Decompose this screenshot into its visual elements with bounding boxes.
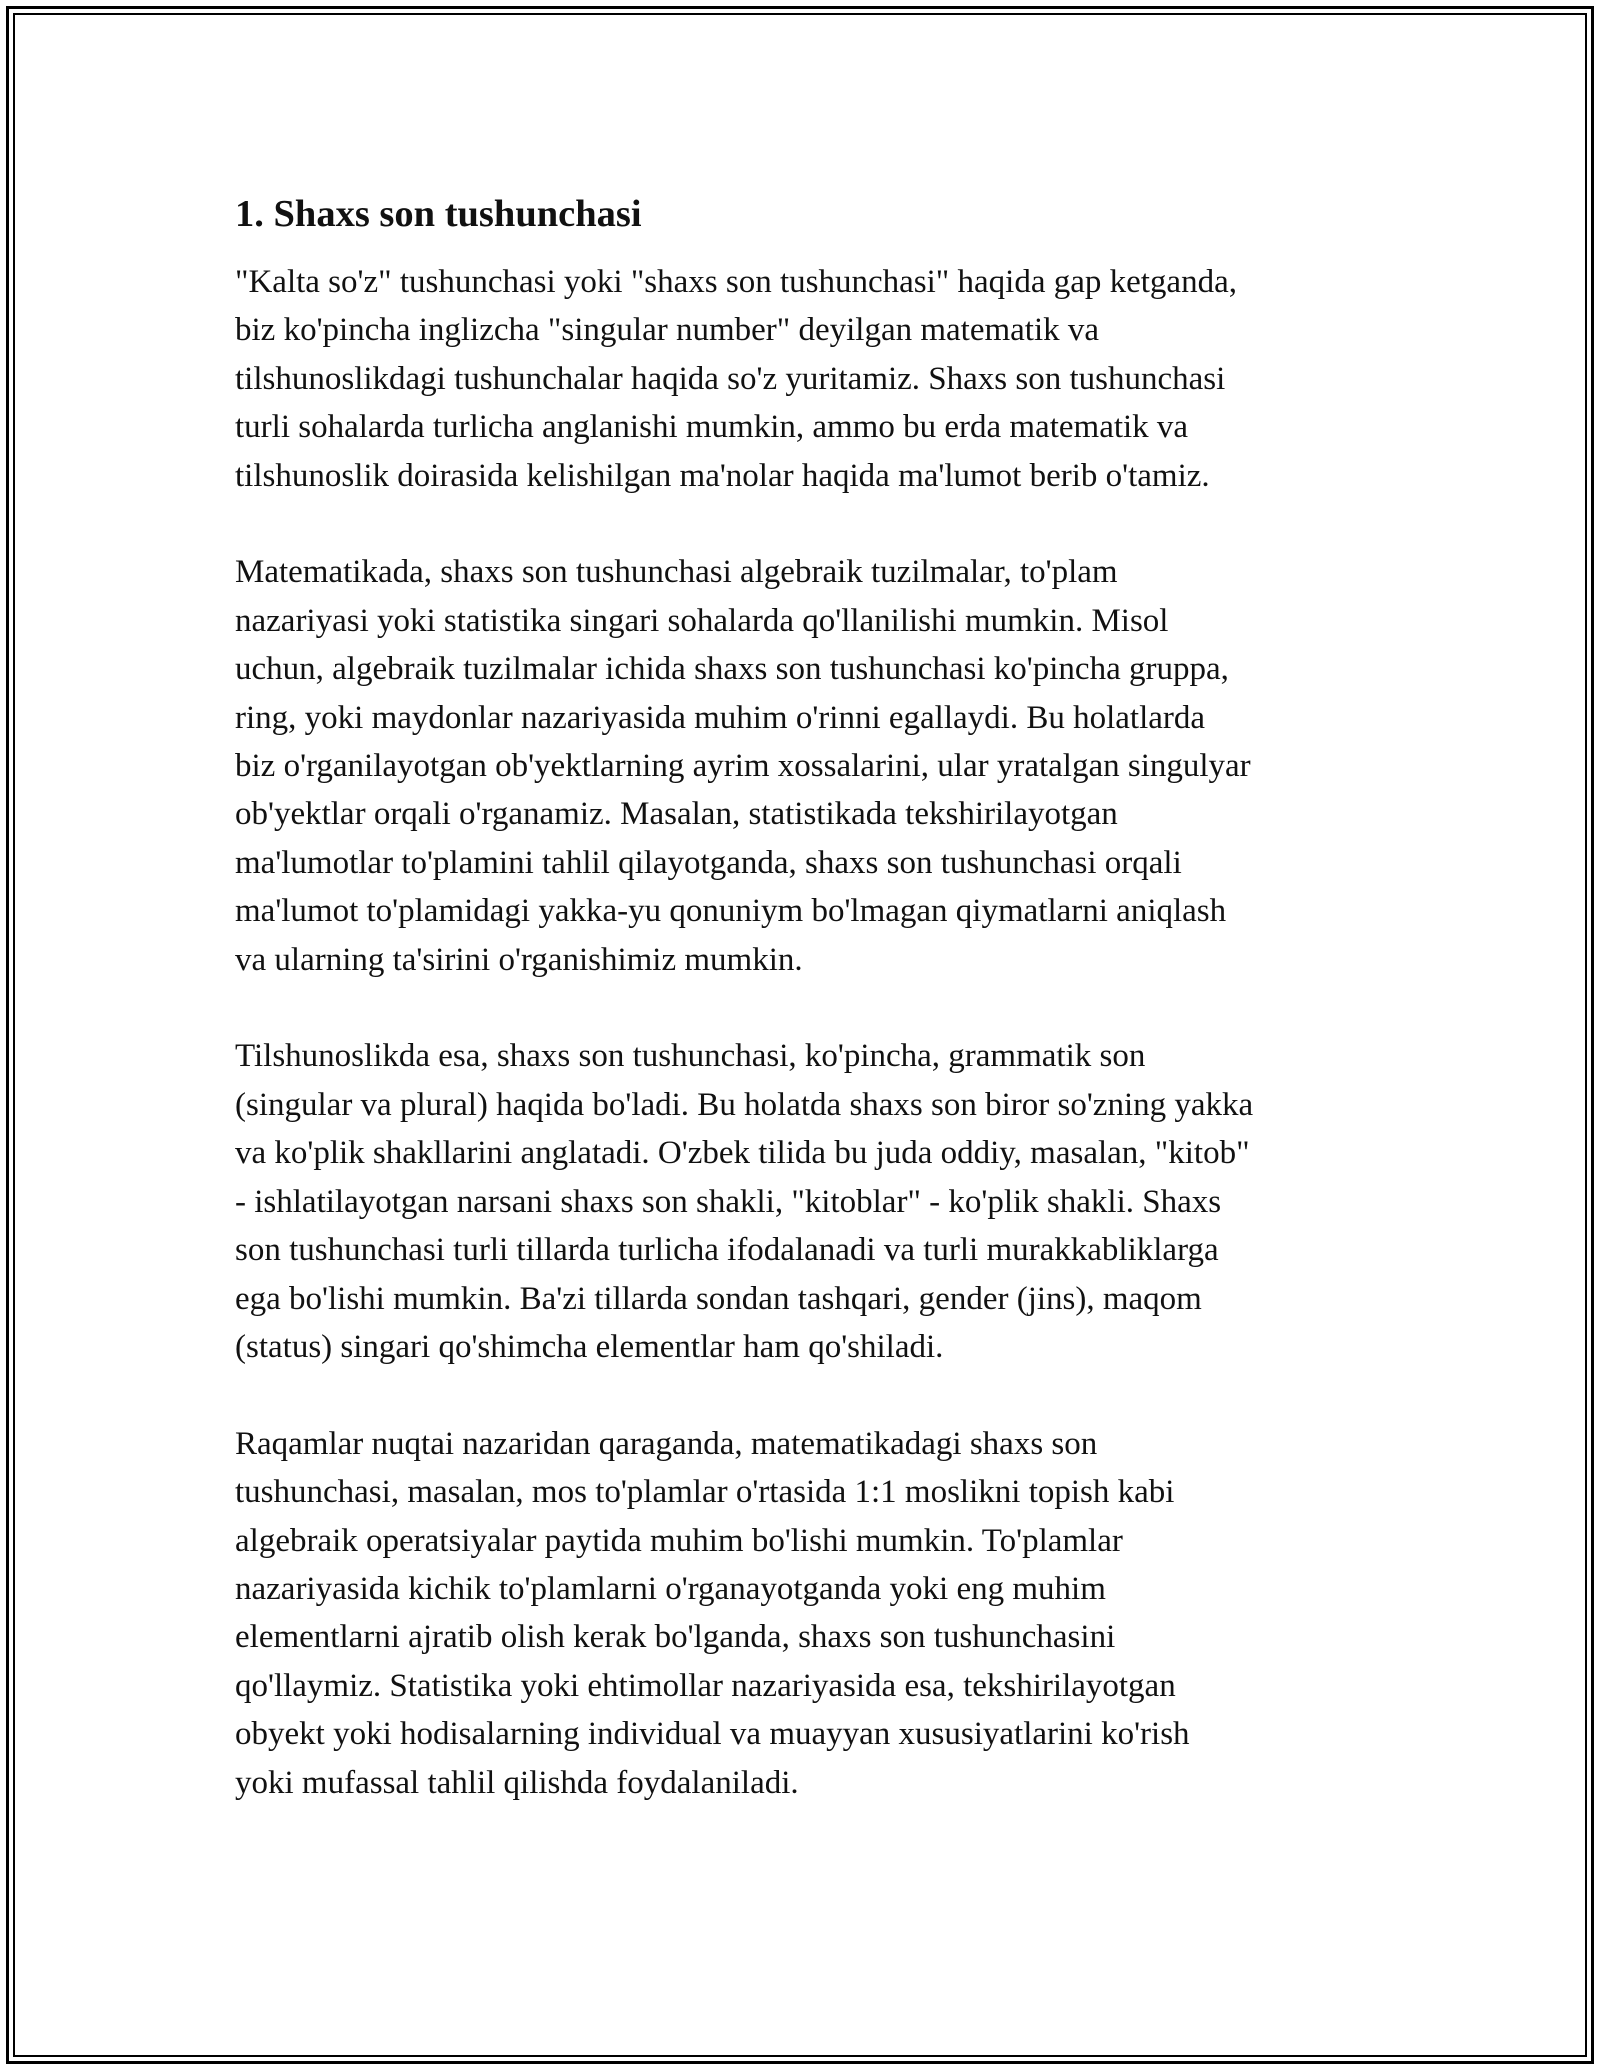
text-line: turli sohalarda turlicha anglanishi mumkin, ammo bu erda matematik va [235,409,1189,446]
text-line: (singular va plural) haqida bo'ladi. Bu holatda shaxs son biror so'zning yakka [235,1086,1254,1123]
text-line: obyekt yoki hodisalarning individual va muayyan xususiyatlarini ko'rish [235,1716,1190,1753]
text-line: ega bo'lishi mumkin. Ba'zi tillarda sondan tashqari, gender (jins), maqom [235,1280,1202,1317]
text-line: va ularning ta'sirini o'rganishimiz mumkin. [235,941,803,978]
paragraph-1 [235,258,1385,500]
paragraph-3 [235,1032,1385,1371]
text-line: Raqamlar nuqtai nazaridan qaraganda, matematikadagi shaxs son [235,1425,1098,1462]
text-line: ring, yoki maydonlar nazariyasida muhim o'rinni egallaydi. Bu holatlarda [235,699,1206,736]
text-line: Matematikada, shaxs son tushunchasi algebraik tuzilmalar, to'plam [235,554,1118,591]
text-line: uchun, algebraik tuzilmalar ichida shaxs son tushunchasi ko'pincha gruppa, [235,651,1229,688]
text-line: ma'lumot to'plamidagi yakka-yu qonuniym bo'lmagan qiymatlarni aniqlash [235,893,1227,930]
text-line: nazariyasida kichik to'plamlarni o'rganayotganda yoki eng muhim [235,1570,1106,1607]
text-line: qo'llaymiz. Statistika yoki ehtimollar nazariyasida esa, tekshirilayotgan [235,1667,1176,1704]
text-line: son tushunchasi turli tillarda turlicha ifodalanadi va turli murakkabliklarga [235,1232,1219,1269]
text-line: "Kalta so'z" tushunchasi yoki "shaxs son tushunchasi" haqida gap ketganda, [235,264,1237,300]
text-line: (status) singari qo'shimcha elementlar ham qo'shiladi. [235,1328,944,1365]
text-line: - ishlatilayotgan narsani shaxs son shakli, "kitoblar" - ko'plik shakli. Shaxs [235,1183,1222,1220]
document-body [235,186,1385,1855]
text-line: biz o'rganilayotgan ob'yektlarning ayrim xossalarini, ular yratalgan singulyar [235,748,1251,785]
text-line: biz ko'pincha inglizcha "singular number" deyilgan matematik va [235,312,1100,349]
text-line: elementlarni ajratib olish kerak bo'lganda, shaxs son tushunchasini [235,1619,1116,1656]
document-title: 1. Shaxs son tushunchasi [235,193,642,235]
text-line: ob'yektlar orqali o'rganamiz. Masalan, statistikada tekshirilayotgan [235,796,1118,833]
text-line: tushunchasi, masalan, mos to'plamlar o'rtasida 1:1 moslikni topish kabi [235,1474,1175,1511]
text-line: tilshunoslik doirasida kelishilgan ma'nolar haqida ma'lumot berib o'tamiz. [235,457,1210,494]
text-line: va ko'plik shakllarini anglatadi. O'zbek tilida bu juda oddiy, masalan, "kitob" [235,1135,1250,1172]
paragraph-4 [235,1420,1385,1807]
text-line: algebraik operatsiyalar paytida muhim bo'lishi mumkin. To'plamlar [235,1522,1123,1559]
text-line: nazariyasi yoki statistika singari sohalarda qo'llanilishi mumkin. Misol [235,602,1169,639]
paragraph-2 [235,548,1385,984]
text-line: yoki mufassal tahlil qilishda foydalaniladi. [235,1764,799,1801]
text-line: tilshunoslikdagi tushunchalar haqida so'z yuritamiz. Shaxs son tushunchasi [235,360,1226,397]
text-line: ma'lumotlar to'plamini tahlil qilayotganda, shaxs son tushunchasi orqali [235,844,1182,881]
text-line: Tilshunoslikda esa, shaxs son tushunchasi, ko'pincha, grammatik son [235,1038,1146,1075]
